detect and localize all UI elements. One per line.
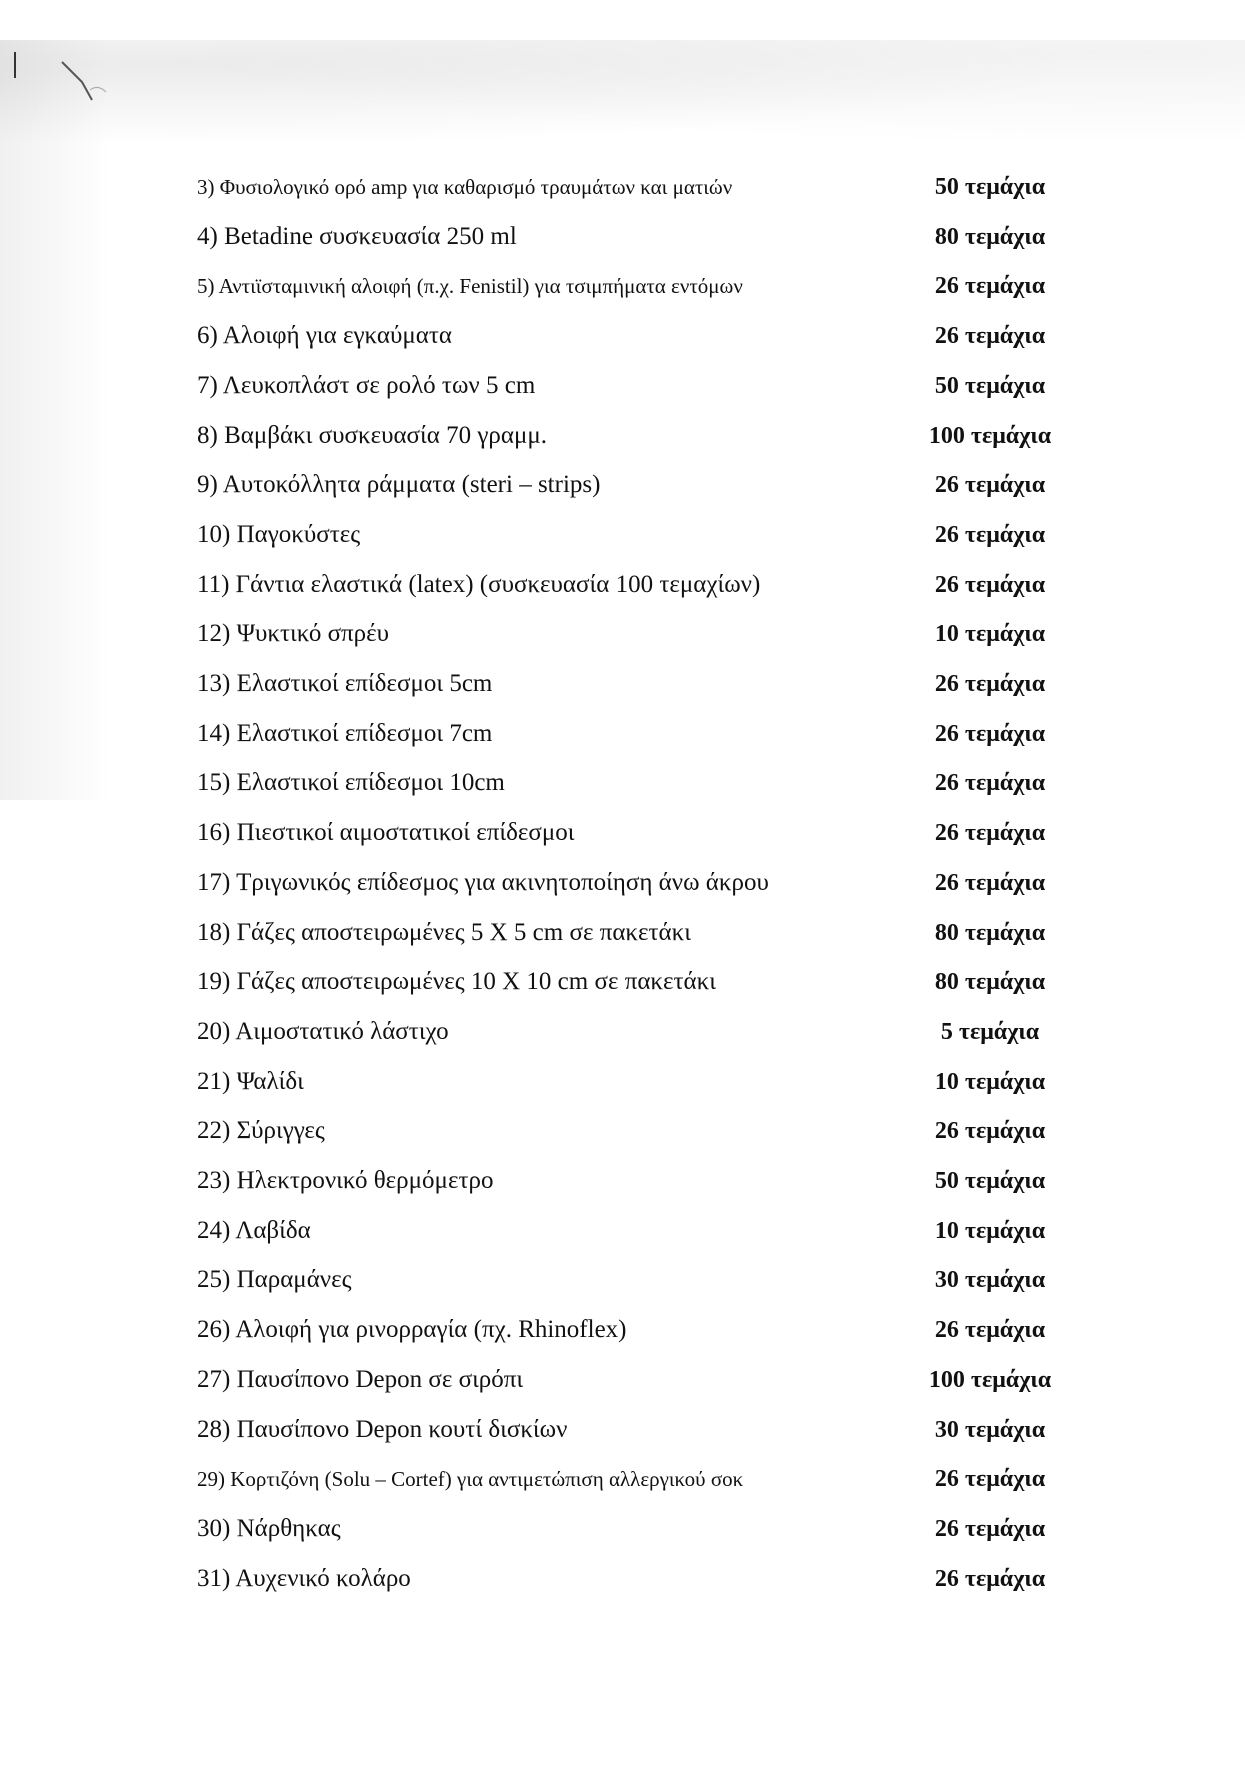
list-item [0,264,1245,308]
list-item [0,215,1245,259]
item-description: 28) Παυσίπονο Depon κουτί δισκίων [197,1416,568,1443]
item-description: 15) Ελαστικοί επίδεσμοι 10cm [197,769,505,796]
item-quantity: 26 τεμάχια [934,472,1046,498]
item-quantity: 30 τεμάχια [934,1267,1046,1293]
item-description: 23) Ηλεκτρονικό θερμόμετρο [197,1167,494,1194]
list-item [0,1308,1245,1352]
item-quantity: 50 τεμάχια [934,174,1046,200]
item-description: 6) Αλοιφή για εγκαύματα [197,322,453,349]
item-description: 8) Βαμβάκι συσκευασία 70 γραμμ. [197,422,548,449]
list-item [0,861,1245,905]
item-description: 20) Αιμοστατικό λάστιχο [197,1018,449,1045]
item-quantity: 30 τεμάχια [934,1417,1046,1443]
list-item [0,364,1245,408]
item-quantity: 10 τεμάχια [934,621,1046,647]
item-description: 10) Παγοκύστες [197,521,361,548]
list-item [0,1507,1245,1551]
item-quantity: 100 τεμάχια [928,1367,1052,1393]
item-quantity: 26 τεμάχια [934,820,1046,846]
item-quantity: 10 τεμάχια [934,1069,1046,1095]
item-quantity: 50 τεμάχια [934,1168,1046,1194]
item-quantity: 26 τεμάχια [934,1566,1046,1592]
item-description: 19) Γάζες αποστειρωμένες 10 Χ 10 cm σε πακετάκι [197,968,716,995]
list-item [0,1159,1245,1203]
item-quantity: 80 τεμάχια [934,920,1046,946]
list-item [0,1060,1245,1104]
list-item [0,314,1245,358]
list-item [0,960,1245,1004]
item-description: 11) Γάντια ελαστικά (latex) (συσκευασία 100 τεμαχίων) [197,571,761,598]
item-quantity: 26 τεμάχια [934,721,1046,747]
item-quantity: 5 τεμάχια [940,1019,1040,1045]
list-item [0,414,1245,458]
item-description: 29) Κορτιζόνη (Solu – Cortef) για αντιμετώπιση αλλεργικού σοκ [197,1467,744,1491]
list-item [0,1358,1245,1402]
list-item [0,1109,1245,1153]
item-description: 9) Αυτοκόλλητα ράμματα (steri – strips) [197,471,601,498]
item-quantity: 26 τεμάχια [934,770,1046,796]
item-description: 18) Γάζες αποστειρωμένες 5 Χ 5 cm σε πακετάκι [197,919,691,946]
item-description: 4) Betadine συσκευασία 250 ml [197,223,517,250]
item-description: 14) Ελαστικοί επίδεσμοι 7cm [197,720,493,747]
list-item [0,1408,1245,1452]
list-item [0,1258,1245,1302]
list-item [0,612,1245,656]
item-description: 7) Λευκοπλάστ σε ρολό των 5 cm [197,372,536,399]
item-description: 24) Λαβίδα [197,1217,311,1244]
list-item [0,1209,1245,1253]
item-quantity: 26 τεμάχια [934,1466,1046,1492]
item-quantity: 80 τεμάχια [934,224,1046,250]
item-description: 16) Πιεστικοί αιμοστατικοί επίδεσμοι [197,819,575,846]
list-item [0,563,1245,607]
list-item [0,1457,1245,1501]
list-item [0,1557,1245,1601]
list-item [0,513,1245,557]
item-description: 26) Αλοιφή για ρινορραγία (πχ. Rhinoflex) [197,1316,627,1343]
item-quantity: 26 τεμάχια [934,1118,1046,1144]
list-item [0,811,1245,855]
item-quantity: 26 τεμάχια [934,273,1046,299]
item-description: 27) Παυσίπονο Depon σε σιρόπι [197,1366,524,1393]
list-item [0,1010,1245,1054]
item-quantity: 26 τεμάχια [934,870,1046,896]
item-description: 22) Σύριγγες [197,1117,325,1144]
item-quantity: 10 τεμάχια [934,1218,1046,1244]
item-quantity: 26 τεμάχια [934,671,1046,697]
item-quantity: 50 τεμάχια [934,373,1046,399]
list-item [0,165,1245,209]
item-quantity: 26 τεμάχια [934,1317,1046,1343]
list-item [0,712,1245,756]
item-description: 12) Ψυκτικό σπρέυ [197,620,390,647]
list-item [0,662,1245,706]
list-item [0,761,1245,805]
item-description: 30) Νάρθηκας [197,1515,341,1542]
item-description: 3) Φυσιολογικό ορό amp για καθαρισμό τραυμάτων και ματιών [197,175,733,199]
item-quantity: 26 τεμάχια [934,1516,1046,1542]
item-quantity: 26 τεμάχια [934,323,1046,349]
item-description: 5) Αντιϊσταμινική αλοιφή (π.χ. Fenistil) για τσιμπήματα εντόμων [197,274,743,298]
item-description: 17) Τριγωνικός επίδεσμος για ακινητοποίηση άνω άκρου [197,869,769,896]
list-item [0,911,1245,955]
item-description: 13) Ελαστικοί επίδεσμοι 5cm [197,670,493,697]
item-quantity: 26 τεμάχια [934,522,1046,548]
item-description: 25) Παραμάνες [197,1266,352,1293]
item-quantity: 100 τεμάχια [928,423,1052,449]
list-item [0,463,1245,507]
item-quantity: 80 τεμάχια [934,969,1046,995]
item-quantity: 26 τεμάχια [934,572,1046,598]
item-description: 21) Ψαλίδι [197,1068,304,1095]
item-description: 31) Αυχενικό κολάρο [197,1565,411,1592]
